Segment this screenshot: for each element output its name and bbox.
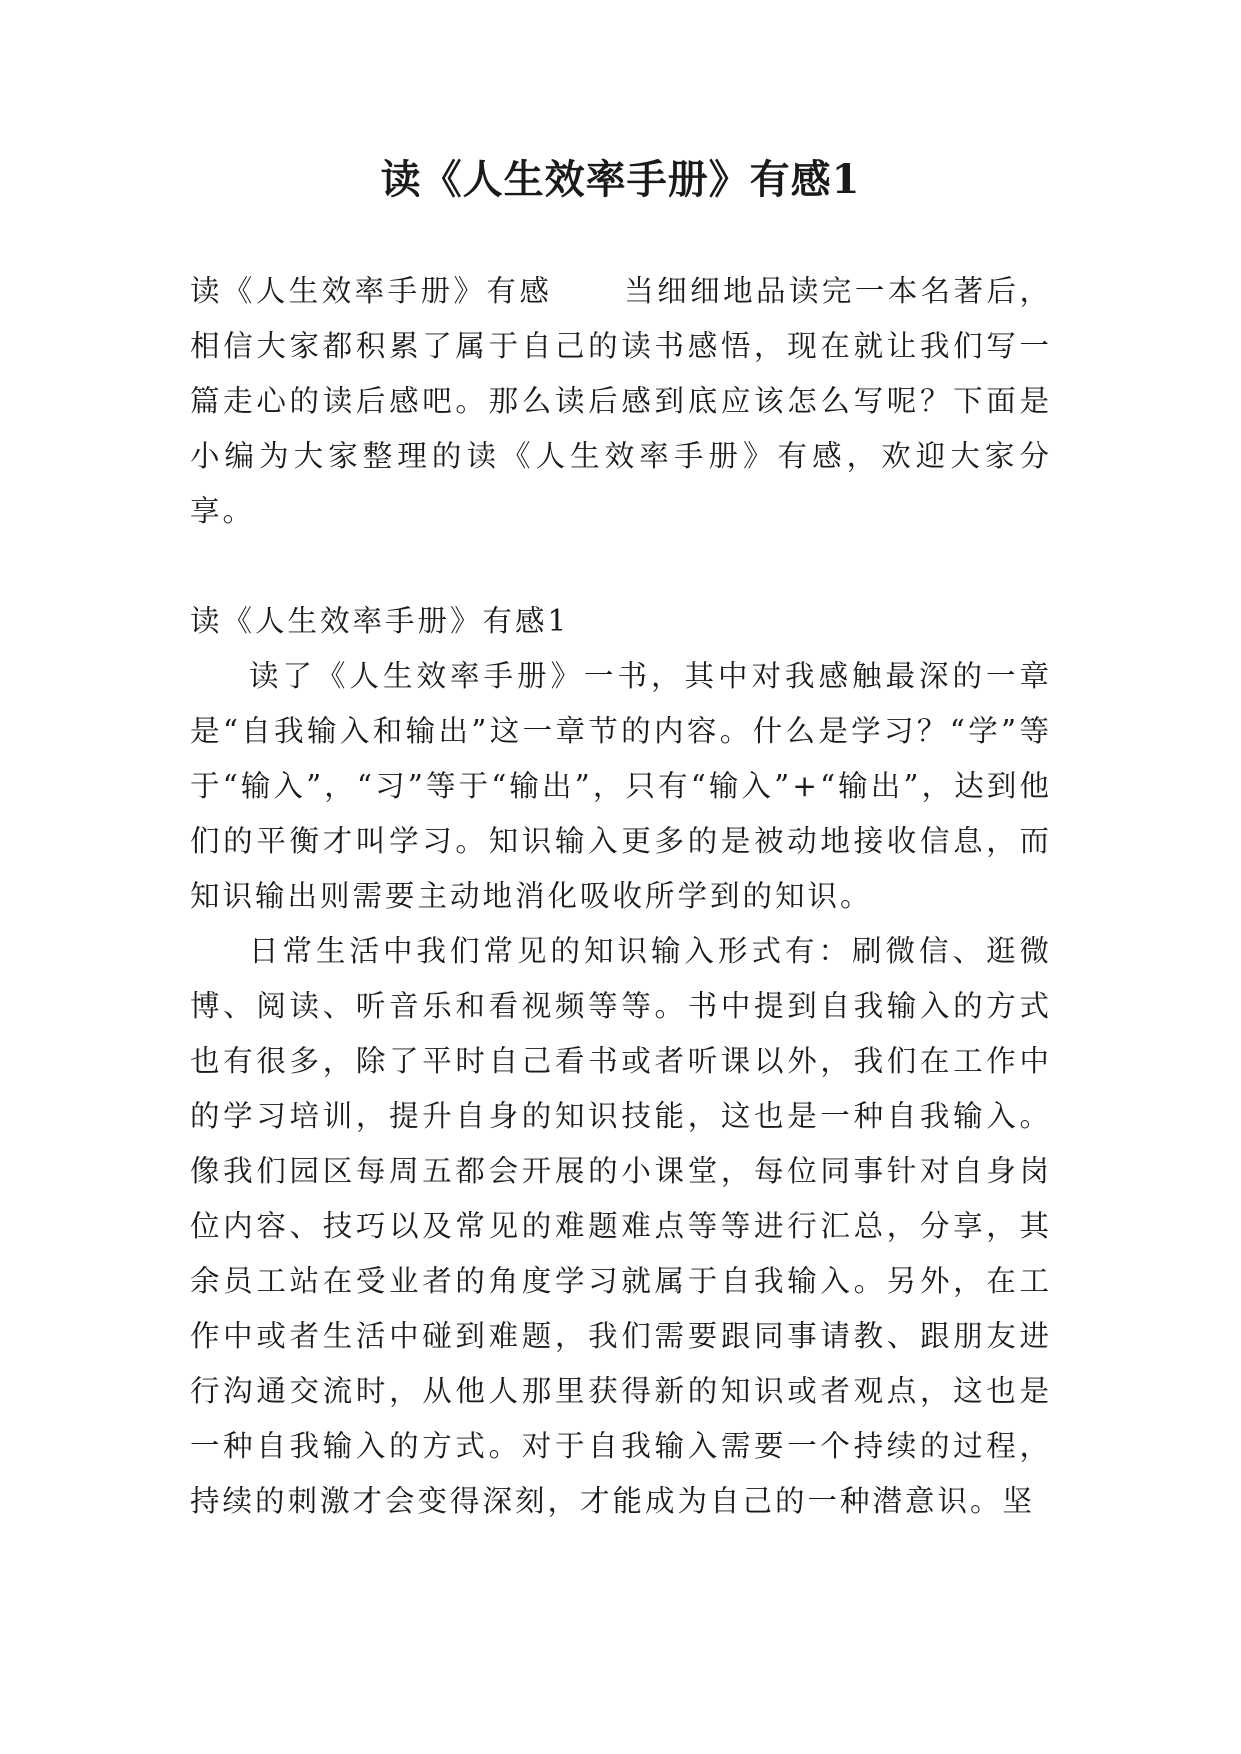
- intro-label: 读《人生效率手册》有感: [190, 274, 553, 308]
- document-body: [190, 264, 1052, 1529]
- body-paragraph-2: 日常生活中我们常见的知识输入形式有：刷微信、逛微博、阅读、听音乐和看视频等等。书中提到自我输入的方式也有很多，除了平时自己看书或者听课以外，我们在工作中的学习培训，提升自身的知识技能，这也是一种自我输入。像我们园区每周五都会开展的小课堂，每位同事针对自身岗位内容、技巧以及常见的难题难点等等进行汇总，分享，其余员工站在受业者的角度学习就属于自我输入。另外，在工作中或者生活中碰到难题，我们需要跟同事请教、跟朋友进行沟通交流时，从他人那里获得新的知识或者观点，这也是一种自我输入的方式。对于自我输入需要一个持续的过程，持续的刺激才会变得深刻，才能成为自己的一种潜意识。坚: [190, 934, 1052, 1518]
- intro-paragraph: [190, 264, 1052, 539]
- section-heading: 读《人生效率手册》有感1: [190, 604, 570, 638]
- intro-text: 当细细地品读完一本名著后，相信大家都积累了属于自己的读书感悟，现在就让我们写一篇走心的读后感吧。那么读后感到底应该怎么写呢？下面是小编为大家整理的读《人生效率手册》有感，欢迎大家分享。: [190, 274, 1052, 528]
- body-paragraph-1: 读了《人生效率手册》一书，其中对我感触最深的一章是“自我输入和输出”这一章节的内容。什么是学习？“学”等于“输入”，“习”等于“输出”，只有“输入”+“输出”，达到他们的平衡才叫学习。知识输入更多的是被动地接收信息，而知识输出则需要主动地消化吸收所学到的知识。: [190, 659, 1052, 913]
- document-title: 读《人生效率手册》有感1: [380, 156, 861, 203]
